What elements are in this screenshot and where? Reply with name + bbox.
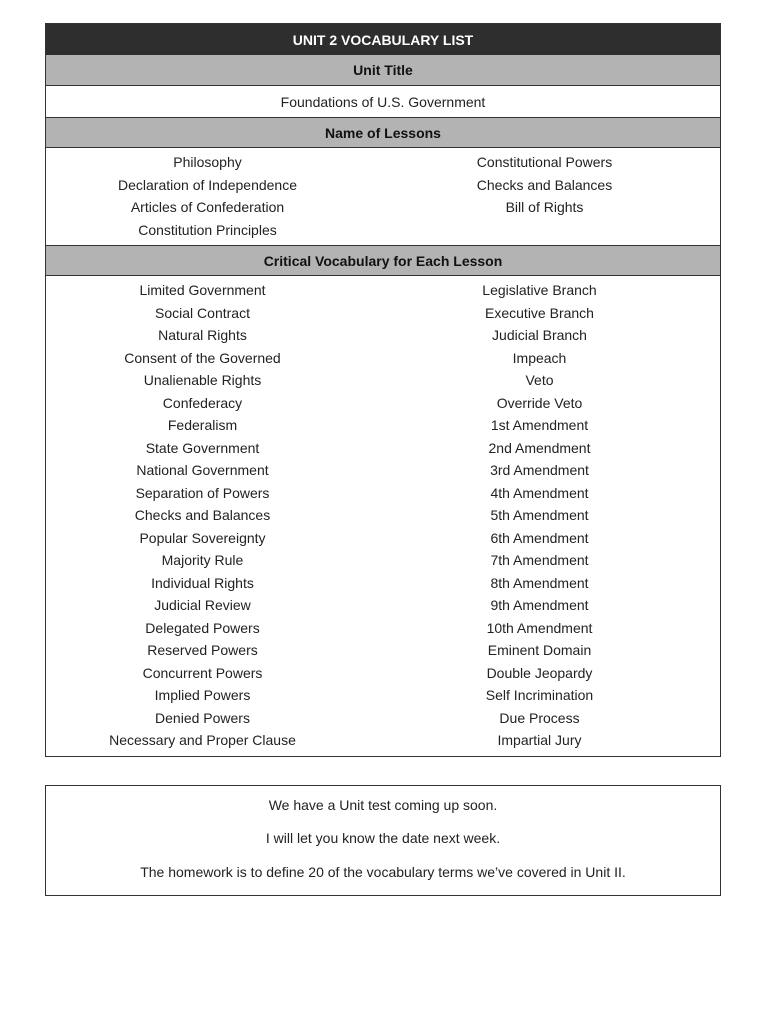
- vocab-term: National Government: [136, 462, 269, 478]
- vocab-term: Judicial Review: [154, 597, 251, 613]
- vocab-term: Self Incrimination: [485, 687, 594, 703]
- vocab-term: Impartial Jury: [497, 732, 582, 748]
- lesson-item: Philosophy: [173, 154, 242, 170]
- vocab-term: 2nd Amendment: [488, 439, 591, 456]
- vocab-term: Judicial Branch: [492, 327, 587, 343]
- vocab-term: State Government: [145, 439, 260, 456]
- vocab-term: Executive Branch: [485, 304, 594, 321]
- vocab-term: Federalism: [167, 417, 238, 433]
- vocabulary-header: Critical Vocabulary for Each Lesson: [46, 245, 720, 276]
- note-line: The homework is to define 20 of the vocabulary terms we’ve covered in Unit II.: [140, 863, 626, 880]
- lessons-list: [46, 148, 720, 245]
- vocab-term: Legislative Branch: [482, 282, 597, 298]
- vocab-term: 10th Amendment: [486, 619, 593, 636]
- vocab-term: Popular Sovereignty: [139, 529, 266, 546]
- vocab-term: Double Jeopardy: [486, 664, 593, 681]
- vocab-term: Social Contract: [155, 304, 250, 321]
- vocab-term: 7th Amendment: [490, 552, 589, 568]
- note-line: We have a Unit test coming up soon.: [268, 797, 498, 813]
- vocab-term: 5th Amendment: [490, 507, 589, 523]
- vocab-term: Eminent Domain: [487, 642, 592, 658]
- lessons-right-column: [376, 151, 713, 241]
- vocab-term: Separation of Powers: [135, 484, 270, 501]
- vocab-term: Reserved Powers: [147, 642, 258, 658]
- table-title: UNIT 2 VOCABULARY LIST: [46, 24, 720, 55]
- vocab-term: Limited Government: [139, 282, 266, 298]
- vocab-term: 6th Amendment: [490, 529, 589, 546]
- vocabulary-list: [46, 276, 720, 756]
- vocab-term: Concurrent Powers: [142, 664, 263, 681]
- lessons-header: Name of Lessons: [46, 117, 720, 148]
- vocab-term: Necessary and Proper Clause: [109, 732, 296, 748]
- vocab-term: 4th Amendment: [490, 484, 589, 501]
- lesson-item: Constitutional Powers: [476, 154, 613, 170]
- vocab-term: Implied Powers: [154, 687, 251, 703]
- note-line: I will let you know the date next week.: [265, 830, 501, 847]
- vocab-term: Unalienable Rights: [143, 372, 262, 388]
- lessons-left-column: [39, 151, 376, 241]
- vocab-term: Delegated Powers: [145, 619, 260, 636]
- lesson-item: Constitution Principles: [138, 221, 277, 238]
- vocab-term: 3rd Amendment: [490, 462, 589, 478]
- vocab-term: Override Veto: [496, 394, 583, 411]
- vocab-term: Denied Powers: [155, 709, 250, 726]
- lesson-item: Bill of Rights: [505, 199, 584, 215]
- unit-title-header: Unit Title: [46, 55, 720, 86]
- vocab-term: Natural Rights: [158, 327, 247, 343]
- vocab-term: Consent of the Governed: [124, 349, 281, 366]
- vocab-term: Majority Rule: [161, 552, 244, 568]
- unit-title-value: Foundations of U.S. Government: [280, 93, 486, 110]
- vocab-term: Due Process: [499, 709, 580, 726]
- vocab-term: Individual Rights: [151, 574, 254, 591]
- vocab-term: 1st Amendment: [490, 417, 589, 433]
- vocab-term: Veto: [525, 372, 554, 388]
- vocabulary-table: [45, 23, 721, 757]
- lesson-item: Declaration of Independence: [117, 176, 298, 193]
- vocabulary-right-column: [371, 279, 708, 752]
- vocab-term: 9th Amendment: [490, 597, 589, 613]
- vocab-term: Confederacy: [162, 394, 243, 411]
- vocab-term: Impeach: [512, 349, 567, 366]
- lesson-item: Checks and Balances: [476, 176, 613, 193]
- vocabulary-left-column: [34, 279, 371, 752]
- lesson-item: Articles of Confederation: [130, 199, 285, 215]
- homework-note: [45, 785, 721, 896]
- vocab-term: 8th Amendment: [490, 574, 589, 591]
- vocab-term: Checks and Balances: [134, 507, 271, 523]
